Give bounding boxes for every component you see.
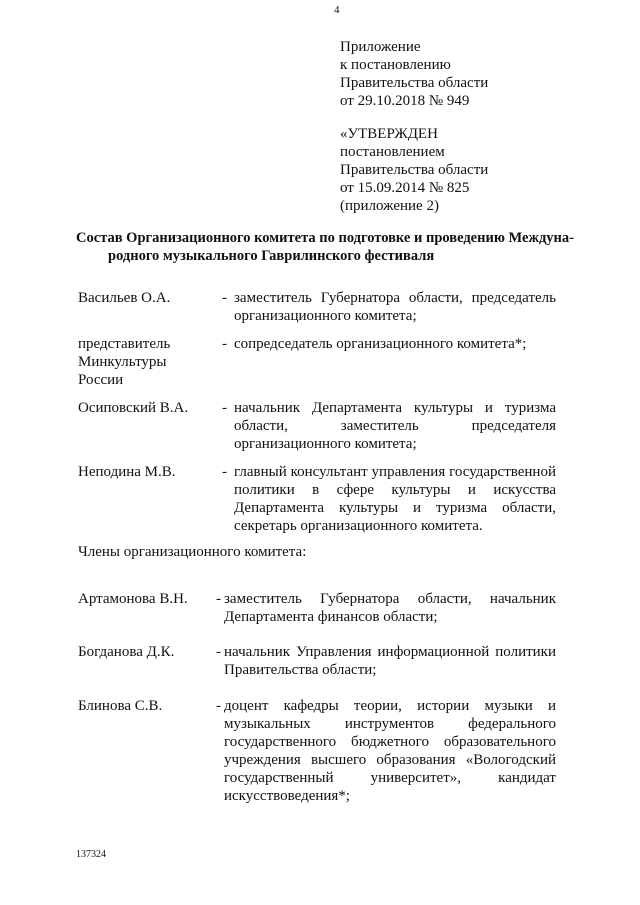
appendix-line: Правительства области (340, 75, 489, 91)
member-name: Блинова С.В. (78, 698, 163, 714)
approval-line: постановлением (340, 144, 445, 160)
member-role: главный консультант управления государственной политики в сфере культуры и искусства Департамента культуры и туризма области, секретарь организационного комитета. (234, 464, 556, 534)
member-name: Неподина М.В. (78, 464, 176, 480)
entry-dash: - (222, 464, 227, 480)
entry-dash: - (216, 591, 221, 607)
member-role: заместитель Губернатора области, председатель организационного комитета; (234, 290, 556, 324)
approval-line: «УТВЕРЖДЕН (340, 126, 438, 142)
member-name: Богданова Д.К. (78, 644, 175, 660)
appendix-block (340, 38, 488, 110)
approval-line: Правительства области (340, 162, 489, 178)
member-name: Васильев О.А. (78, 290, 171, 306)
title-line: Состав Организационного комитета по подготовке и проведению Междуна- (76, 230, 574, 246)
approval-line: (приложение 2) (340, 198, 439, 214)
members-heading: Члены организационного комитета: (78, 544, 307, 560)
title-line: родного музыкального Гаврилинского фестиваля (108, 248, 435, 264)
member-role: заместитель Губернатора области, начальник Департамента финансов области; (224, 591, 556, 625)
appendix-line: от 29.10.2018 № 949 (340, 93, 470, 109)
member-role: сопредседатель организационного комитета*; (234, 336, 527, 352)
appendix-line: Приложение (340, 39, 421, 55)
entry-dash: - (216, 698, 221, 714)
member-name: представитель Минкультуры России (78, 336, 171, 388)
page-number: 4 (334, 4, 340, 16)
member-role: начальник Управления информационной политики Правительства области; (224, 644, 556, 678)
entry-dash: - (222, 290, 227, 306)
entry-dash: - (216, 644, 221, 660)
document-title (76, 229, 596, 265)
entry-dash: - (222, 336, 227, 352)
member-role: доцент кафедры теории, истории музыки и музыкальных инструментов федерального государственного бюджетного образовательного учреждения высшего образования «Вологодский государственный университет», кандидат искусствоведения*; (224, 698, 556, 804)
member-name: Осиповский В.А. (78, 400, 189, 416)
approval-line: от 15.09.2014 № 825 (340, 180, 470, 196)
approval-block (340, 125, 488, 215)
entry-dash: - (222, 400, 227, 416)
member-name: Артамонова В.Н. (78, 591, 188, 607)
appendix-line: к постановлению (340, 57, 451, 73)
document-code: 137324 (76, 849, 106, 860)
member-role: начальник Департамента культуры и туризма области, заместитель председателя организационного комитета; (234, 400, 556, 452)
